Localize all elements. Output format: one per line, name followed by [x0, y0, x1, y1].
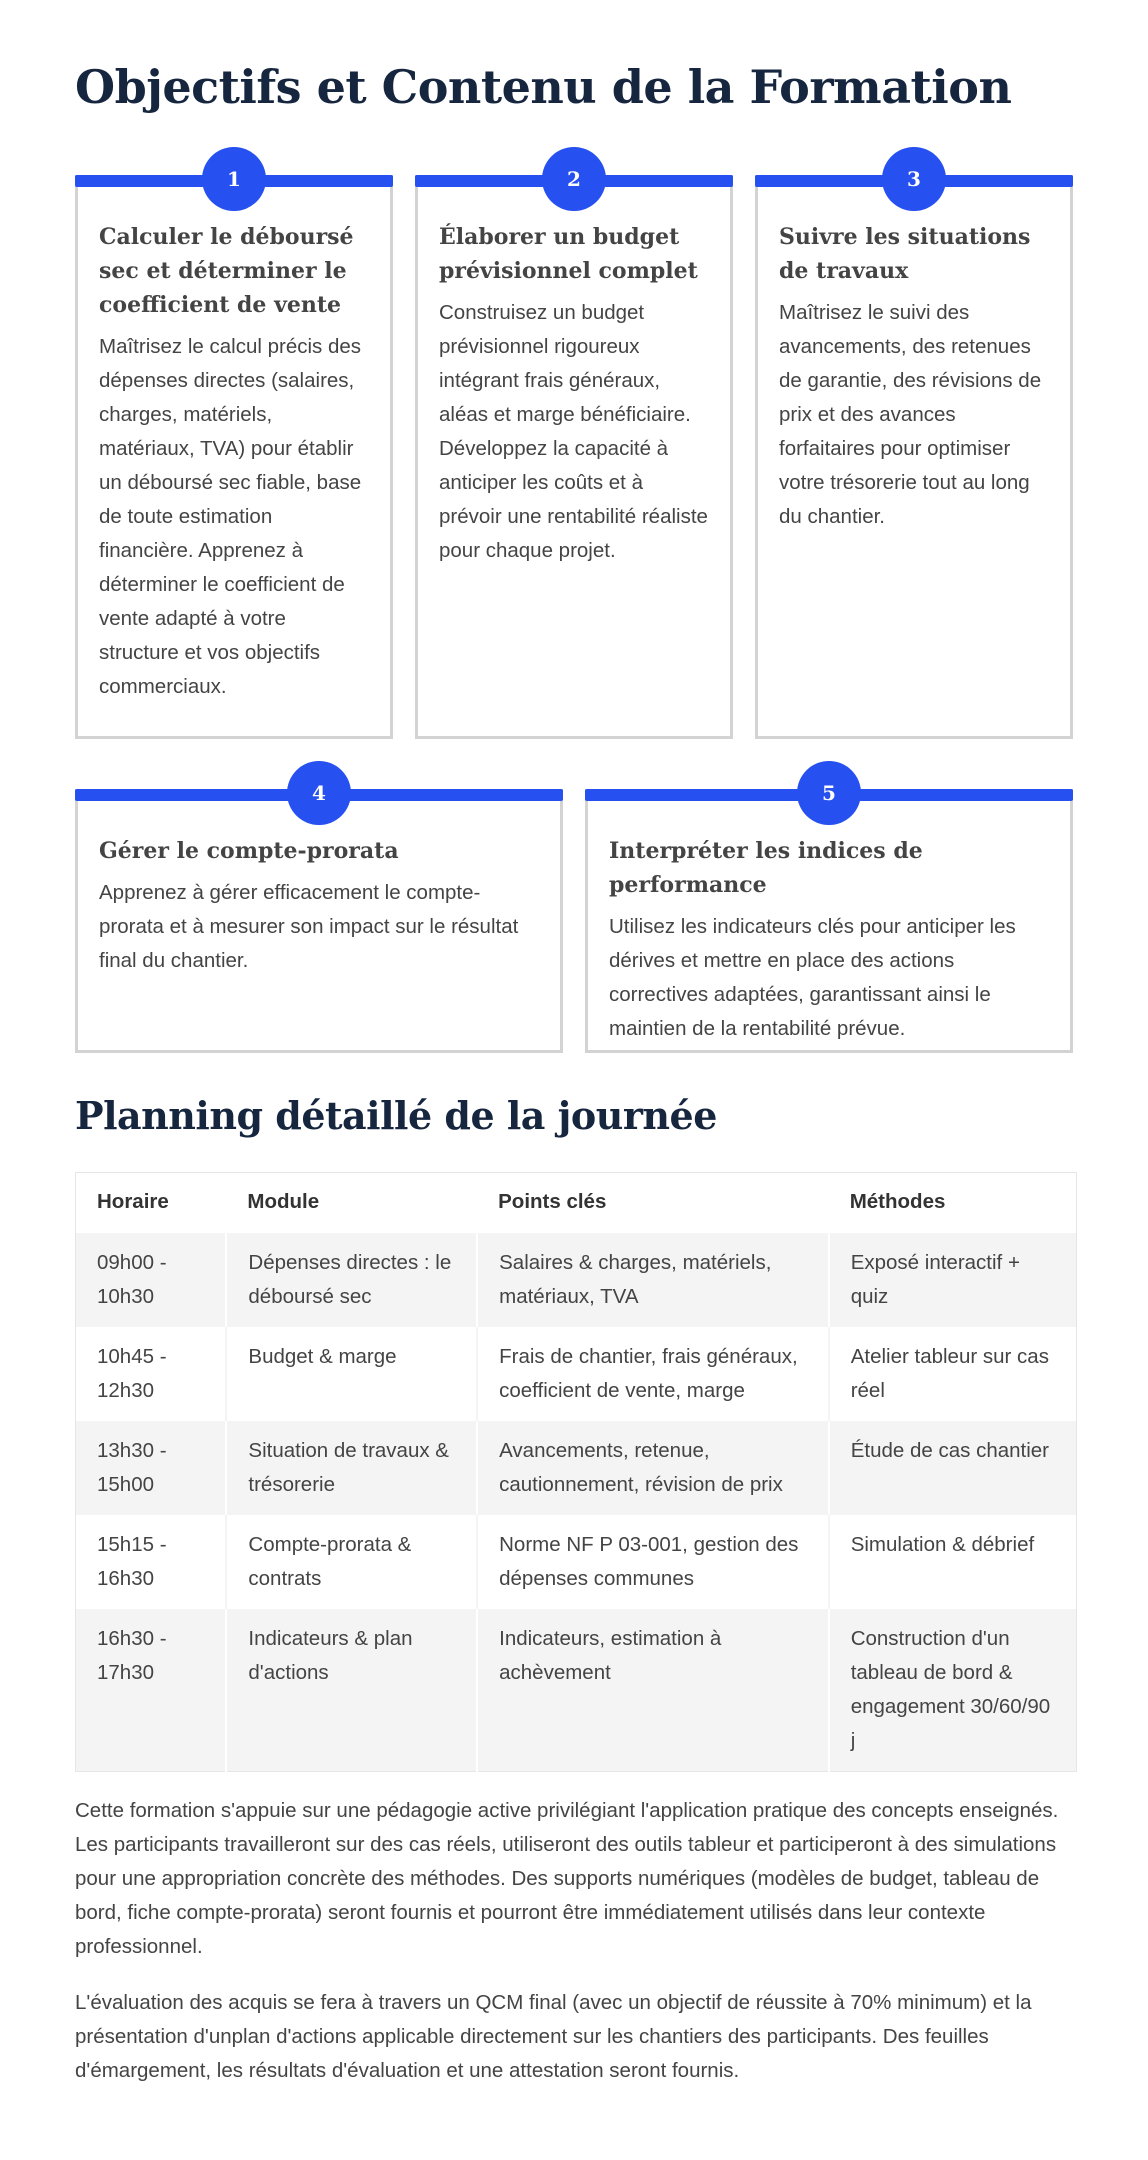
cell-points-cles: Norme NF P 03-001, gestion des dépenses communes	[477, 1515, 829, 1609]
table-row	[76, 1515, 1077, 1609]
cell-points-cles: Indicateurs, estimation à achèvement	[477, 1609, 829, 1772]
cell-methodes: Exposé interactif + quiz	[829, 1233, 1077, 1327]
column-header-points-cles: Points clés	[477, 1173, 829, 1234]
objectives-row-2	[75, 781, 1073, 1053]
objective-text: Apprenez à gérer efficacement le compte-prorata et à mesurer son impact sur le résultat final du chantier.	[99, 881, 519, 973]
cell-points-cles: Avancements, retenue, cautionnement, révision de prix	[477, 1421, 829, 1515]
step-number-badge: 2	[542, 147, 606, 211]
cell-module: Indicateurs & plan d'actions	[226, 1609, 477, 1772]
planning-table	[75, 1172, 1077, 1772]
table-row	[76, 1327, 1077, 1421]
cell-horaire: 15h15 - 16h30	[76, 1515, 227, 1609]
evaluation-paragraph: L'évaluation des acquis se fera à travers un QCM final (avec un objectif de réussite à 70% minimum) et la présentation d'unplan d'actions applicable directement sur les chantiers des participants. Des feuilles d'émargement, les résultats d'évaluation et une attestation seront fournis.	[75, 1991, 1032, 2083]
objective-title: Élaborer un budget prévisionnel complet	[439, 224, 698, 285]
objectives-row-1	[75, 167, 1073, 739]
objective-card-2	[415, 167, 733, 739]
objective-card-1	[75, 167, 393, 739]
cell-points-cles: Frais de chantier, frais généraux, coefficient de vente, marge	[477, 1327, 829, 1421]
objective-text: Construisez un budget prévisionnel rigoureux intégrant frais généraux, aléas et marge bénéficiaire. Développez la capacité à anticiper les coûts et à prévoir une rentabilité réaliste pour chaque projet.	[439, 301, 708, 563]
cell-module: Compte-prorata & contrats	[226, 1515, 477, 1609]
cell-methodes: Construction d'un tableau de bord & engagement 30/60/90 j	[829, 1609, 1077, 1772]
cell-methodes: Étude de cas chantier	[829, 1421, 1077, 1515]
objective-card-3	[755, 167, 1073, 739]
cell-methodes: Atelier tableur sur cas réel	[829, 1327, 1077, 1421]
objective-card-5	[585, 781, 1073, 1053]
cell-methodes: Simulation & débrief	[829, 1515, 1077, 1609]
cell-horaire: 16h30 - 17h30	[76, 1609, 227, 1772]
objective-text: Maîtrisez le suivi des avancements, des retenues de garantie, des révisions de prix et des avances forfaitaires pour optimiser votre trésorerie tout au long du chantier.	[779, 301, 1042, 529]
step-number-badge: 4	[287, 761, 351, 825]
step-number-badge: 1	[202, 147, 266, 211]
cell-module: Situation de travaux & trésorerie	[226, 1421, 477, 1515]
cell-module: Budget & marge	[226, 1327, 477, 1421]
pedagogy-paragraph: Cette formation s'appuie sur une pédagogie active privilégiant l'application pratique des concepts enseignés. Les participants travailleront sur des cas réels, utiliseront des outils tableur et participeront à des simulations pour une appropriation concrète des méthodes. Des supports numériques (modèles de budget, tableau de bord, fiche compte-prorata) seront fournis et pourront être immédiatement utilisés dans leur contexte professionnel.	[75, 1799, 1059, 1959]
planning-title: Planning détaillé de la journée	[75, 1093, 717, 1139]
column-header-module: Module	[226, 1173, 477, 1234]
table-row	[76, 1233, 1077, 1327]
page-title: Objectifs et Contenu de la Formation	[75, 60, 1012, 114]
cell-horaire: 10h45 - 12h30	[76, 1327, 227, 1421]
table-row	[76, 1609, 1077, 1772]
table-row	[76, 1421, 1077, 1515]
column-header-methodes: Méthodes	[829, 1173, 1077, 1234]
cell-horaire: 13h30 - 15h00	[76, 1421, 227, 1515]
objective-title: Suivre les situations de travaux	[779, 224, 1031, 285]
cell-points-cles: Salaires & charges, matériels, matériaux, TVA	[477, 1233, 829, 1327]
step-number-badge: 5	[797, 761, 861, 825]
objective-text: Utilisez les indicateurs clés pour anticiper les dérives et mettre en place des actions correctives adaptées, garantissant ainsi le maintien de la rentabilité prévue.	[609, 915, 1016, 1041]
cell-module: Dépenses directes : le déboursé sec	[226, 1233, 477, 1327]
column-header-horaire: Horaire	[76, 1173, 227, 1234]
cell-horaire: 09h00 - 10h30	[76, 1233, 227, 1327]
table-header-row	[76, 1173, 1077, 1234]
objective-title: Calculer le déboursé sec et déterminer le coefficient de vente	[99, 224, 354, 319]
objective-title: Interpréter les indices de performance	[609, 838, 923, 899]
objective-card-4	[75, 781, 563, 1053]
step-number-badge: 3	[882, 147, 946, 211]
objective-title: Gérer le compte-prorata	[99, 838, 399, 865]
objective-text: Maîtrisez le calcul précis des dépenses directes (salaires, charges, matériels, matériaux, TVA) pour établir un déboursé sec fiable, base de toute estimation financière. Apprenez à déterminer le coefficient de vente adapté à votre structure et vos objectifs commerciaux.	[99, 335, 362, 699]
